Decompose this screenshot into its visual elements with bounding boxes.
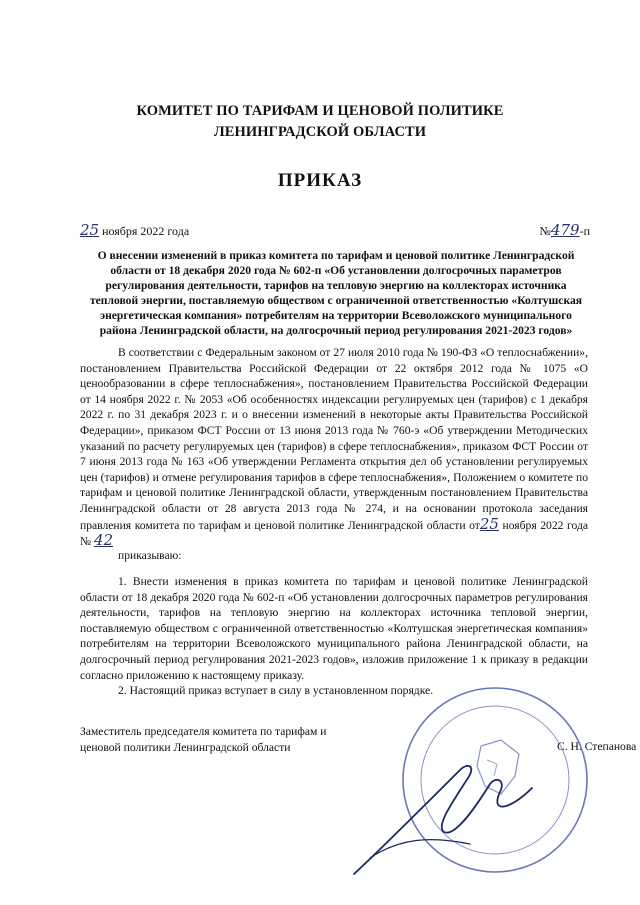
handwritten-meeting-number: 42	[93, 531, 114, 550]
handwritten-number: 479	[550, 221, 580, 239]
signer-position: Заместитель председателя комитета по тарифам и ценовой политики Ленинградской области	[80, 725, 327, 754]
date-number-line	[80, 221, 590, 237]
basis-text-mid: ноября 2022 года №	[80, 518, 589, 549]
document-date	[80, 221, 189, 239]
order-item: 2. Настоящий приказ вступает в силу в установленном порядке.	[118, 684, 434, 698]
date-month-year: ноября 2022 года	[102, 224, 190, 238]
order-word: приказываю:	[118, 549, 182, 562]
document-subject: О внесении изменений в приказ комитета по тарифам и ценовой политике Ленинградской области от 18 декабря 2020 года № 602-п «Об установлении долгосрочных параметров регулирования деятельности, тарифов на тепловую энергию на коллекторах источника тепловой энергии, поставляемую обществом с ограниченной ответственностью «Колтушская энергетическая компания» потребителям на территории Всеволожского муниципального района Ленинградской области, на долгосрочный период регулирования 2021-2023 годов»	[89, 249, 583, 337]
org-line-2: ЛЕНИНГРАДСКОЙ ОБЛАСТИ	[213, 124, 427, 140]
org-line-1: КОМИТЕТ ПО ТАРИФАМ И ЦЕНОВОЙ ПОЛИТИКЕ	[136, 103, 504, 119]
number-sign: №	[539, 224, 551, 238]
order-item: 1. Внести изменения в приказ комитета по тарифам и ценовой политике Ленинградской области от 18 декабря 2020 года № 602-п «Об установлении долгосрочных параметров регулирования деятельности, тарифов на тепловую энергию на коллекторах источника тепловой энергии, поставляемую обществом с ограниченной ответственностью «Колтушская энергетическая компания» потребителям на территории Всеволожского муниципального района Ленинградской области, на долгосрочный период регулирования 2021-2023 годов», изложив приложение 1 к приказу в редакции согласно приложению к настоящему приказу.	[80, 575, 588, 682]
document-type-title: ПРИКАЗ	[277, 170, 363, 191]
handwritten-day: 25	[80, 221, 100, 239]
basis-text: В соответствии с Федеральным законом от 27 июля 2010 года № 190-ФЗ «О теплоснабжении», постановлением Правительства Российской Федерации от 22 октября 2012 года № 1075 «О ценообразовании в сфере теплоснабжения», постановлением Правительства Российской Федерации от 14 ноября 2022 г. № 2053 «Об особенностях индексации регулируемых цен (тарифов) с 1 декабря 2022 г. по 31 декабря 2023 г. и о внесении изменений в некоторые акты Правительства Российской Федерации», приказом ФСТ России от 13 июня 2013 года № 760-э «Об утверждении Методических указаний по расчету регулируемых цен (тарифов) в сфере теплоснабжения», приказом ФСТ России от 7 июня 2013 года № 163 «Об утверждении Регламента открытия дел об установлении регулируемых цен (тарифов) и отмене регулирования тарифов в сфере теплоснабжения», Положением о комитете по тарифам и ценовой политике Ленинградской области, утвержденным постановлением Правительства Ленинградской области от 28 августа 2013 года № 274, и на основании протокола заседания правления комитета по тарифам и ценовой политике Ленинградской области от	[80, 346, 588, 532]
handwritten-meeting-day: 25	[479, 514, 499, 533]
legal-basis-paragraph	[80, 345, 588, 550]
document-number	[539, 221, 590, 239]
signer-name: С. Н. Степанова	[557, 740, 637, 753]
handwritten-signature	[340, 740, 540, 890]
number-suffix: -п	[579, 224, 590, 238]
organization-header	[0, 101, 640, 143]
